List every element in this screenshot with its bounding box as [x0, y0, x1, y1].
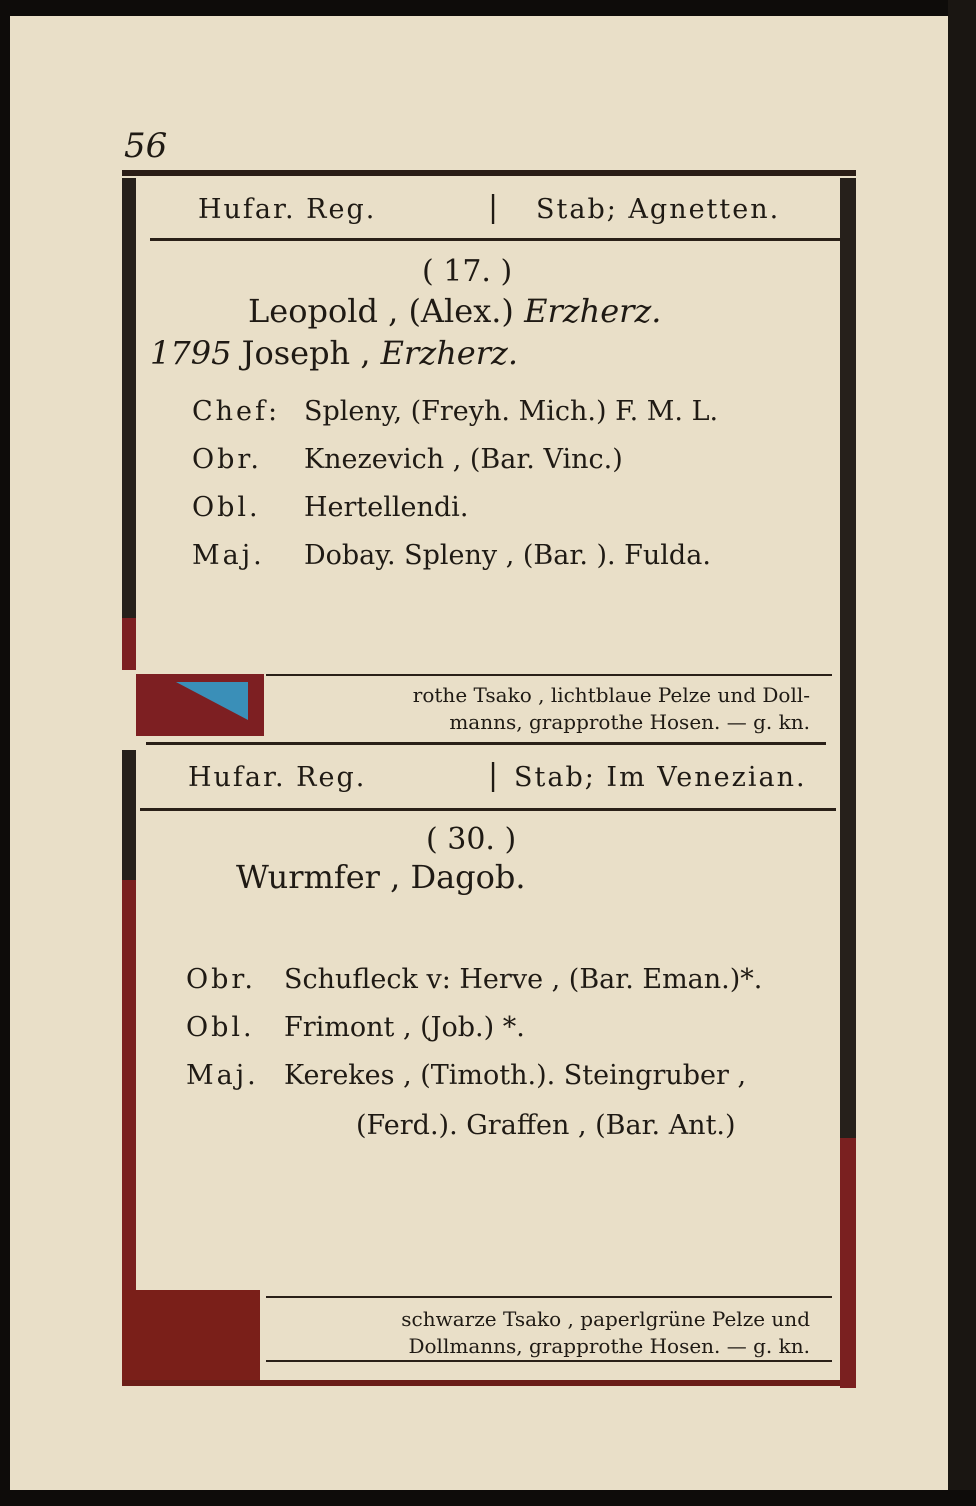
- section-1-owner-title-1: Erzherz.: [524, 292, 662, 330]
- section-2-uniform: [270, 1306, 810, 1360]
- entry-names: Frimont , (Job.) *.: [284, 1012, 525, 1043]
- entry-role: Obr.: [186, 964, 256, 995]
- section-1-owner-title-2: Erzherz.: [380, 334, 519, 372]
- entry-names: (Ferd.). Graffen , (Bar. Ant.): [356, 1110, 736, 1141]
- section-2-header-rule: [140, 808, 836, 811]
- entry-names: Knezevich , (Bar. Vinc.): [304, 444, 623, 475]
- entry-names: Spleny, (Freyh. Mich.) F. M. L.: [304, 396, 719, 427]
- frame-bar-left-red: [122, 618, 136, 670]
- section-2-uniform-rule-bottom: [266, 1360, 832, 1362]
- section-1-uniform-rule-top: [266, 674, 832, 676]
- frame-bar-left-red-2: [122, 880, 136, 1290]
- scan-edge-right: [948, 0, 976, 1506]
- section-2-uniform-rule-top: [266, 1296, 832, 1298]
- uniform-swatch-black-section: [122, 1290, 260, 1380]
- entry-names: Schufleck v: Herve , (Bar. Eman.)*.: [284, 964, 763, 995]
- section-2-regiment-number: ( 30. ): [426, 822, 517, 857]
- entry-role: Obr.: [192, 444, 262, 475]
- section-2-entry: [186, 1012, 525, 1043]
- section-2-owner-line-1: [236, 858, 526, 896]
- scan-edge-top: [0, 0, 976, 16]
- entry-names: Kerekes , (Timoth.). Steingruber ,: [284, 1060, 747, 1091]
- scan-edge-bottom: [0, 1490, 976, 1506]
- section-1-uniform-line-2: manns, grapprothe Hosen. — g. kn.: [449, 710, 810, 734]
- section-1-entry: [192, 396, 718, 427]
- section-1-uniform-line-1: rothe Tsako , lichtblaue Pelze und Doll-: [412, 683, 810, 707]
- entry-names: Hertellendi.: [304, 492, 469, 523]
- entry-role: Obl.: [192, 492, 261, 523]
- section-1-header-right: Stab; Agnetten.: [536, 194, 781, 225]
- section-2-uniform-line-1: schwarze Tsako , paperlgrüne Pelze und: [401, 1307, 810, 1331]
- section-1-owner-name-2: Joseph ,: [241, 334, 371, 372]
- section-1-header-left: Hufar. Reg.: [198, 194, 377, 225]
- section-1-owner-name-1: Leopold , (Alex.): [248, 292, 514, 330]
- entry-role: Maj.: [192, 540, 265, 571]
- section-2-entry: [186, 964, 762, 995]
- frame-bar-left-dark-2: [122, 750, 136, 880]
- entry-names: Dobay. Spleny , (Bar. ). Fulda.: [304, 540, 711, 571]
- frame-bar-right-dark: [840, 178, 856, 1138]
- entry-role: Obl.: [186, 1012, 255, 1043]
- section-2-entry-continuation: [356, 1110, 736, 1141]
- section-2-header-separator: |: [488, 758, 499, 793]
- section-1-regiment-number: ( 17. ): [422, 254, 513, 289]
- section-2-entry: [186, 1060, 746, 1091]
- scan-edge-left: [0, 0, 10, 1506]
- section-1-entry: [192, 540, 711, 571]
- section-1-header-separator: |: [488, 190, 499, 225]
- section-divider: [146, 742, 826, 745]
- section-1-header-rule: [150, 238, 840, 241]
- section-2-owner-name-1: Wurmfer , Dagob.: [236, 858, 526, 896]
- frame-bar-right-red: [840, 1138, 856, 1388]
- page-number: 56: [124, 126, 168, 166]
- uniform-swatch-red-blue: [136, 674, 264, 736]
- entry-role: Maj.: [186, 1060, 259, 1091]
- section-1-uniform: [270, 682, 810, 736]
- section-1-owner-line-2: [150, 334, 518, 372]
- section-1-entry: [192, 492, 468, 523]
- section-2-uniform-line-2: Dollmanns, grapprothe Hosen. — g. kn.: [408, 1334, 810, 1358]
- section-1-entry: [192, 444, 623, 475]
- frame-bar-left-dark: [122, 178, 136, 618]
- entry-role: Chef:: [192, 396, 281, 427]
- section-2-header-right: Stab; Im Venezian.: [514, 762, 807, 793]
- section-1-owner-line-1: [248, 292, 661, 330]
- section-2-header-left: Hufar. Reg.: [188, 762, 367, 793]
- section-1-owner-year: 1795: [150, 334, 232, 372]
